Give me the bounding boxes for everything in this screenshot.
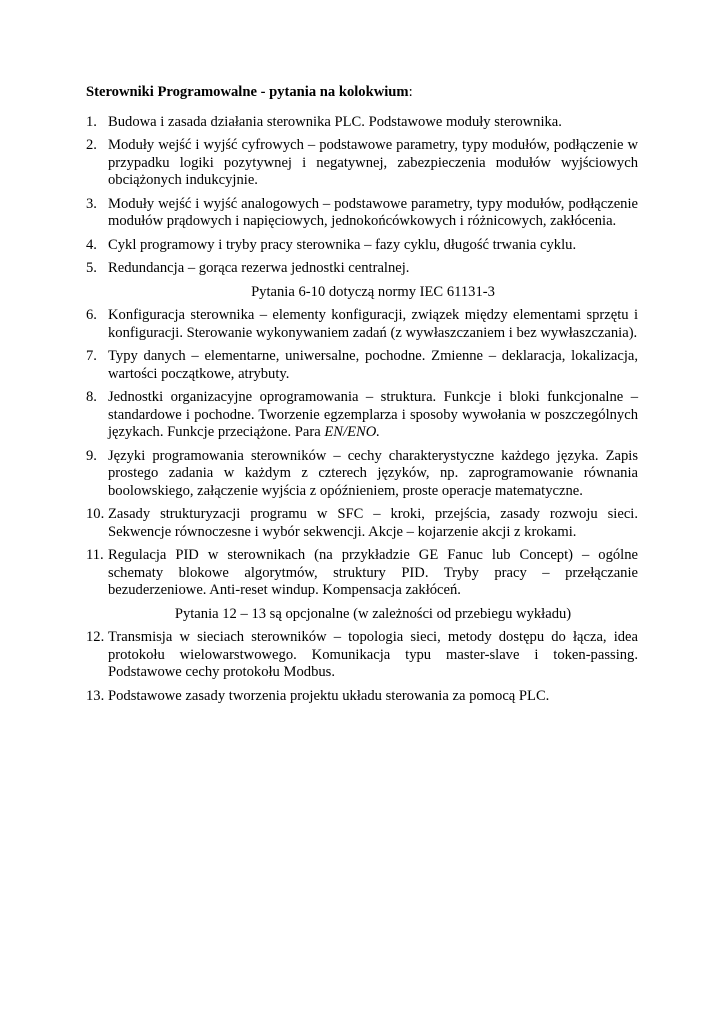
question-list-12-13 bbox=[86, 629, 638, 705]
question-item-5 bbox=[86, 260, 638, 278]
question-item-9 bbox=[86, 448, 638, 501]
question-number: 10. bbox=[86, 506, 105, 522]
question-text: Podstawowe zasady tworzenia projektu układu sterowania za pomocą PLC. bbox=[108, 687, 550, 704]
question-text: Typy danych – elementarne, uniwersalne, pochodne. Zmienne – deklaracja, lokalizacja, wartości początkowe, atrybuty. bbox=[108, 348, 638, 382]
question-item-3 bbox=[86, 196, 638, 231]
question-number: 6. bbox=[86, 307, 97, 323]
question-number: 3. bbox=[86, 195, 97, 212]
question-text: Zasady strukturyzacji programu w SFC – kroki, przejścia, zasady rozwoju sieci. Sekwencje równoczesne i wybór sekwencji. Akcje – kojarzenie akcji z krokami. bbox=[108, 506, 638, 540]
question-list-6-11 bbox=[86, 307, 638, 600]
question-text: Transmisja w sieciach sterowników – topologia sieci, metody dostępu do łącza, idea protokołu wielowarstwowego. Komunikacja typu master-slave i token-passing. Podstawowe cechy protokołu Modbus. bbox=[108, 629, 638, 680]
question-text: Redundancja – gorąca rezerwa jednostki centralnej. bbox=[108, 260, 410, 276]
question-number: 7. bbox=[86, 348, 97, 364]
question-item-1 bbox=[86, 114, 638, 132]
question-number: 4. bbox=[86, 236, 97, 253]
question-item-10 bbox=[86, 506, 638, 541]
note-optional-questions: Pytania 12 – 13 są opcjonalne (w zależności od przebiegu wykładu) bbox=[174, 605, 572, 622]
question-text: Moduły wejść i wyjść cyfrowych – podstawowe parametry, typy modułów, podłączenie w przypadku logiki pozytywnej i negatywnej, zabezpieczenia modułów wyjściowych obciążonych indukcyjnie. bbox=[108, 137, 638, 188]
question-text: Cykl programowy i tryby pracy sterownika – fazy cyklu, długość trwania cyklu. bbox=[108, 236, 577, 253]
question-text: Budowa i zasada działania sterownika PLC. Podstawowe moduły sterownika. bbox=[108, 113, 562, 130]
document-page bbox=[86, 84, 638, 711]
question-text: Języki programowania sterowników – cechy charakterystyczne każdego języka. Zapis prostego zadania w każdym z czterech języków, np. zaprogramowanie równania boolowskiego, załączenie wyjścia z opóźnieniem, proste operacje matematyczne. bbox=[108, 447, 638, 499]
question-number: 5. bbox=[86, 260, 97, 276]
document-title bbox=[86, 84, 638, 102]
note-iec-61131: Pytania 6-10 dotyczą normy IEC 61131-3 bbox=[251, 283, 495, 300]
question-list-1-5 bbox=[86, 114, 638, 278]
question-number: 11. bbox=[86, 547, 104, 563]
question-text: Regulacja PID w sterownikach (na przykładzie GE Fanuc lub Concept) – ogólne schematy blokowe algorytmów, struktury PID. Tryby pracy – przełączanie bezuderzeniowe. Anti-reset windup. Kompensacja zakłóceń. bbox=[108, 547, 638, 598]
question-item-2 bbox=[86, 137, 638, 190]
question-item-4 bbox=[86, 237, 638, 255]
question-number: 12. bbox=[86, 629, 105, 645]
question-text: Konfiguracja sterownika – elementy konfiguracji, związek między elementami sprzętu i konfiguracji. Sterowanie wykonywaniem zadań (z wywłaszczaniem i bez wywłaszczania). bbox=[108, 307, 638, 341]
question-text: Moduły wejść i wyjść analogowych – podstawowe parametry, typy modułów, podłączenie modułów prądowych i napięciowych, jednokońcówkowych i różnicowych, zakłócenia. bbox=[108, 195, 638, 229]
question-item-11 bbox=[86, 547, 638, 600]
question-text: Jednostki organizacyjne oprogramowania – struktura. Funkcje i bloki funkcjonalne – standardowe i pochodne. Tworzenie egzemplarza i sposoby wywołania w poszczególnych językach. Funkcje przeciążone. Para bbox=[108, 389, 638, 440]
question-number: 13. bbox=[86, 687, 105, 704]
question-number: 2. bbox=[86, 137, 97, 153]
title-text: Sterowniki Programowalne - pytania na kolokwium bbox=[86, 84, 409, 100]
question-number: 9. bbox=[86, 447, 97, 464]
question-number: 8. bbox=[86, 389, 97, 405]
question-text-wrapper bbox=[108, 389, 638, 442]
question-item-7 bbox=[86, 348, 638, 383]
question-text-italic: EN/ENO. bbox=[324, 424, 380, 440]
title-colon: : bbox=[408, 84, 413, 100]
question-item-6 bbox=[86, 307, 638, 342]
question-item-8 bbox=[86, 389, 638, 442]
question-item-13 bbox=[86, 688, 638, 706]
question-number: 1. bbox=[86, 113, 97, 130]
question-item-12 bbox=[86, 629, 638, 682]
